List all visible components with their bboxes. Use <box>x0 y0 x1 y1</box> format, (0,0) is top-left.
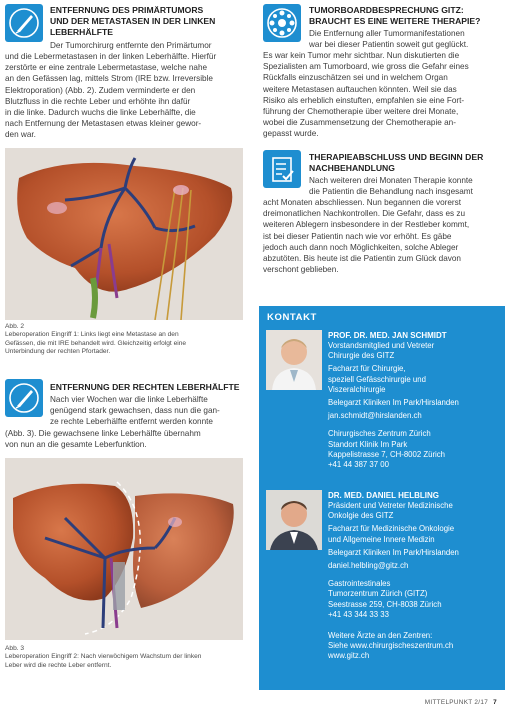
body-line: in die linke. Dadurch wuchs die linke Leberhälfte, die <box>5 108 196 118</box>
body-line: (Abb. 3). Die gewachsene linke Leberhälfte übernahm <box>5 429 201 438</box>
body-line: genügend stark gewachsen, dass nun die gan- <box>50 406 220 416</box>
section4-body <box>263 197 502 275</box>
caption-line: Gefässen, die mit IRE behandelt wird. Gleichzeitig erfolgt eine <box>5 339 187 347</box>
caption-line: Abb. 2 <box>5 323 25 330</box>
section1-title <box>50 5 255 38</box>
more-doctors <box>328 631 503 662</box>
section4-title <box>309 152 503 174</box>
body-line: von nun an die gesamte Leberfunktion. <box>5 440 147 450</box>
checklist-icon <box>263 150 301 188</box>
person2-clinic: Belegarzt Kliniken Im Park/Hirslanden <box>328 547 459 557</box>
section1-title-line: ENTFERNUNG DES PRIMÄRTUMORS <box>50 5 204 15</box>
body-line: ist bei dieser Patientin nach wie vor erhöht. Es gäbe <box>263 231 452 241</box>
body-line: acht Monaten abschliessen. Nun begannen die vorerst <box>263 198 461 207</box>
person2-name: DR. MED. DANIEL HELBLING <box>328 491 439 500</box>
person2-spec: und Allgemeine Innere Medizin <box>328 534 435 544</box>
person1-spec: Facharzt für Chirurgie, <box>328 364 406 374</box>
section1-body <box>5 51 252 141</box>
section2-body <box>5 428 252 450</box>
body-line: Nach vier Wochen war die linke Leberhälfte <box>50 395 208 404</box>
body-line: weiteren Ablegern insbesondere in der Restleber kommt, <box>263 220 470 230</box>
body-line: Nach weiteren drei Monaten Therapie konnte <box>309 176 473 185</box>
page-number: 7 <box>493 699 497 706</box>
body-line: Elektroporation) (Abb. 2). Zudem verminderte er den <box>5 85 196 95</box>
person2-address: Seestrasse 259, CH-8038 Zürich <box>328 599 442 609</box>
figure2-caption <box>5 323 245 357</box>
body-line: jedoch auch dann noch Möglichkeiten, solche Ableger <box>263 242 459 252</box>
person2-role: Präsident und Vetreter Medizinische <box>328 501 453 510</box>
body-line: führung der Chemotherapie über weitere drei Monate, <box>263 107 459 117</box>
body-line: Spezialisten am Tumorboard, wie gross die Gefahr eines <box>263 62 469 72</box>
body-line: dreimonatlichen Nachkontrollen. Die Gefahr, dass es zu <box>263 209 466 219</box>
person1-role: Chirurgie des GITZ <box>328 351 395 361</box>
section1-title-line: UND DER METASTASEN IN DER LINKEN <box>50 16 216 26</box>
body-line: gepasst wurde. <box>263 129 319 139</box>
person1-role: Vorstandsmitglied und Vetreter <box>328 341 435 350</box>
section3-title-line: BRAUCHT ES EINE WEITERE THERAPIE? <box>309 16 481 26</box>
liver-illustration-1 <box>5 148 243 320</box>
contact-title: KONTAKT <box>267 312 317 323</box>
more-doctors-link[interactable]: Siehe www.chirurgischeszentrum.ch <box>328 641 454 651</box>
person2-address: Gastrointestinales <box>328 579 391 589</box>
body-line: Der Tumorchirurg entfernte den Primärtumor <box>50 41 212 50</box>
section3-title-line: TUMORBOARDBESPRECHUNG GITZ: <box>309 5 464 15</box>
caption-line: Abb. 3 <box>5 645 25 652</box>
body-line: Es war kein Tumor mehr sichtbar. Nun diskutierten die <box>263 51 460 60</box>
avatar <box>266 330 322 390</box>
body-line: weitere Metastasen auftauchen könnten. Weil sie das <box>263 84 457 94</box>
section2-title: ENTFERNUNG DER RECHTEN LEBERHÄLFTE <box>50 382 240 392</box>
person2-address: Tumorzentrum Zürich (GITZ) <box>328 589 428 599</box>
team-icon <box>263 4 301 42</box>
magazine-issue: MITTELPUNKT 2/17 <box>424 699 489 706</box>
section4-title-line: THERAPIEABSCHLUSS UND BEGINN DER <box>309 152 484 162</box>
person2-email[interactable]: daniel.helbling@gitz.ch <box>328 561 409 571</box>
body-line: an den Gefässen lag, mittels Strom (IRE bzw. Irreversible <box>5 74 213 84</box>
body-line: Rückfalls einzuschätzen sei und in welchem Organ <box>263 73 448 83</box>
body-line: Die Entfernung aller Tumormanifestationen <box>309 29 465 38</box>
person1-phone: +41 44 387 37 00 <box>328 460 389 470</box>
section3-title <box>309 5 503 27</box>
person1-clinic: Belegarzt Kliniken Im Park/Hirslanden <box>328 398 459 408</box>
person1-address: Chirurgisches Zentrum Zürich <box>328 429 431 439</box>
person2-phone: +41 43 344 33 33 <box>328 609 389 619</box>
figure3-caption <box>5 645 250 670</box>
more-doctors-label: Weitere Ärzte an den Zentren: <box>328 631 433 640</box>
body-line: Risiko als erheblich einstuften, empfahlen sie eine Fort- <box>263 95 465 105</box>
more-doctors-link[interactable]: www.gitz.ch <box>328 651 370 661</box>
body-line: ze rechte Leberhälfte entfernt werden konnte <box>50 417 213 427</box>
person2-role: Onkolgie des GITZ <box>328 511 394 521</box>
page-footer <box>425 699 497 706</box>
person1-block <box>328 331 503 470</box>
caption-line: Leberoperation Eingriff 1: Links liegt eine Metastase an den <box>5 331 179 339</box>
body-line: war bei dieser Patientin soweit gut geglückt. <box>309 40 469 50</box>
person2-block <box>328 491 503 620</box>
caption-line: Unterbindung der rechten Pfortader. <box>5 348 111 356</box>
section4-title-line: NACHBEHANDLUNG <box>309 163 395 173</box>
caption-line: Leberoperation Eingriff 2: Nach vierwöchigem Wachstum der linken <box>5 653 202 661</box>
avatar <box>266 490 322 550</box>
person1-email[interactable]: jan.schmidt@hirslanden.ch <box>328 411 422 421</box>
body-line: den war. <box>5 130 36 140</box>
body-line: abzutöten. Bis heute ist die Patientin zum Glück davon <box>263 254 461 264</box>
person1-address: Kappelistrasse 7, CH-8002 Zürich <box>328 449 446 459</box>
contact-panel <box>259 306 505 690</box>
liver-illustration-2 <box>5 458 243 640</box>
person1-address: Standort Klinik Im Park <box>328 439 408 449</box>
body-line: und die Lebermetastasen in der linken Leberhälfte. Hierfür <box>5 52 217 61</box>
section4-body-indent <box>309 175 502 197</box>
section2-body-indent <box>50 394 252 428</box>
person1-spec: Viszeralchirurgie <box>328 384 386 394</box>
caption-line: Leber wird die rechte Leber entfernt. <box>5 661 112 669</box>
body-line: zerstörte er eine zentrale Lebermetastase, welche nahe <box>5 63 208 73</box>
body-line: die Patientin die Behandlung nach insgesamt <box>309 187 473 197</box>
section1-body-first <box>50 40 252 51</box>
section3-body-indent <box>309 28 502 50</box>
person2-spec: Facharzt für Medizinische Onkologie <box>328 524 455 534</box>
body-line: wobei die Zusammensetzung der Chemotherapie an- <box>263 118 456 128</box>
person1-spec: speziell Gefässchirurgie und <box>328 374 426 384</box>
body-line: verschont geblieben. <box>263 265 339 275</box>
scalpel-icon <box>5 4 43 42</box>
body-line: nach Entfernung der Metastasen etwas kleiner gewor- <box>5 119 202 129</box>
section3-body <box>263 50 502 140</box>
scalpel-icon <box>5 379 43 417</box>
person1-name: PROF. DR. MED. JAN SCHMIDT <box>328 331 447 340</box>
section1-title-line: LEBERHÄLFTE <box>50 27 114 37</box>
body-line: Blutzfluss in die rechte Leber und erhöhte ihn dafür <box>5 96 191 106</box>
